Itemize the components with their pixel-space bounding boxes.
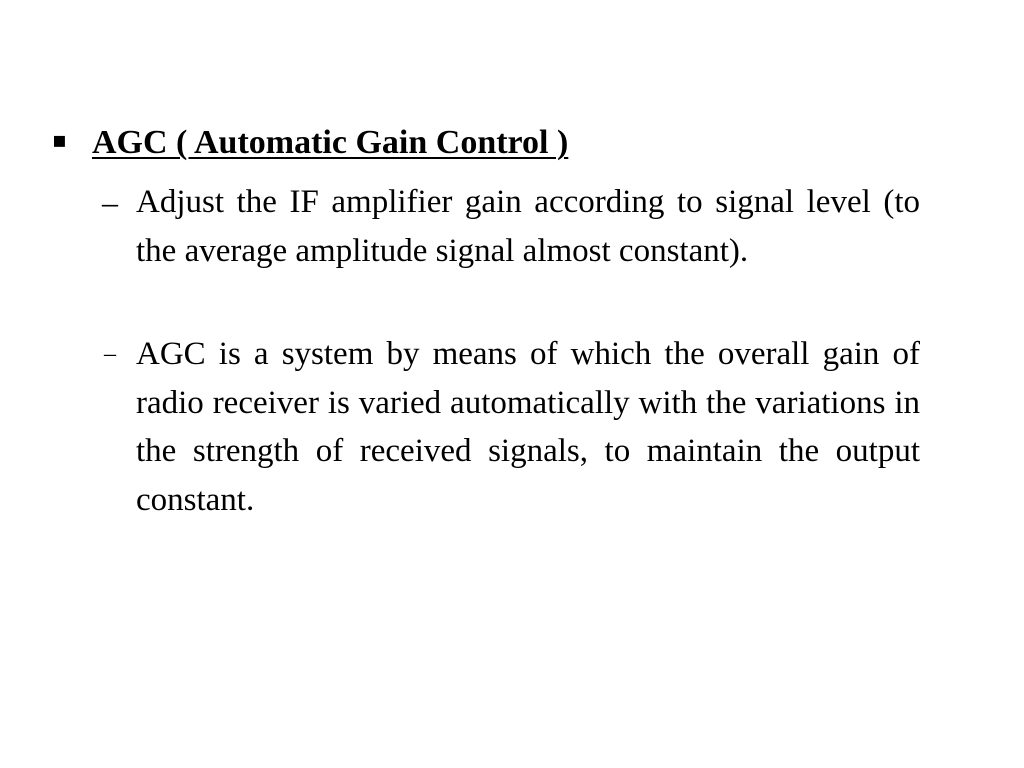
dash-bullet-icon: – [102,184,118,220]
sub-point-2-text: AGC is a system by means of which the overall gain of radio receiver is varied automatically with the variations in the strength of received signals, to maintain the output constant. [136,336,920,518]
sub-point-1 [102,178,920,275]
sub-point-2 [102,330,920,524]
sub-point-1-text: Adjust the IF amplifier gain according to signal level (to the average amplitude signal almost constant). [136,184,920,269]
square-bullet-icon: ▪ [52,128,67,153]
dash-bullet-icon: – [104,341,116,367]
heading-item [52,122,922,164]
slide-heading: AGC ( Automatic Gain Control ) [92,124,569,161]
